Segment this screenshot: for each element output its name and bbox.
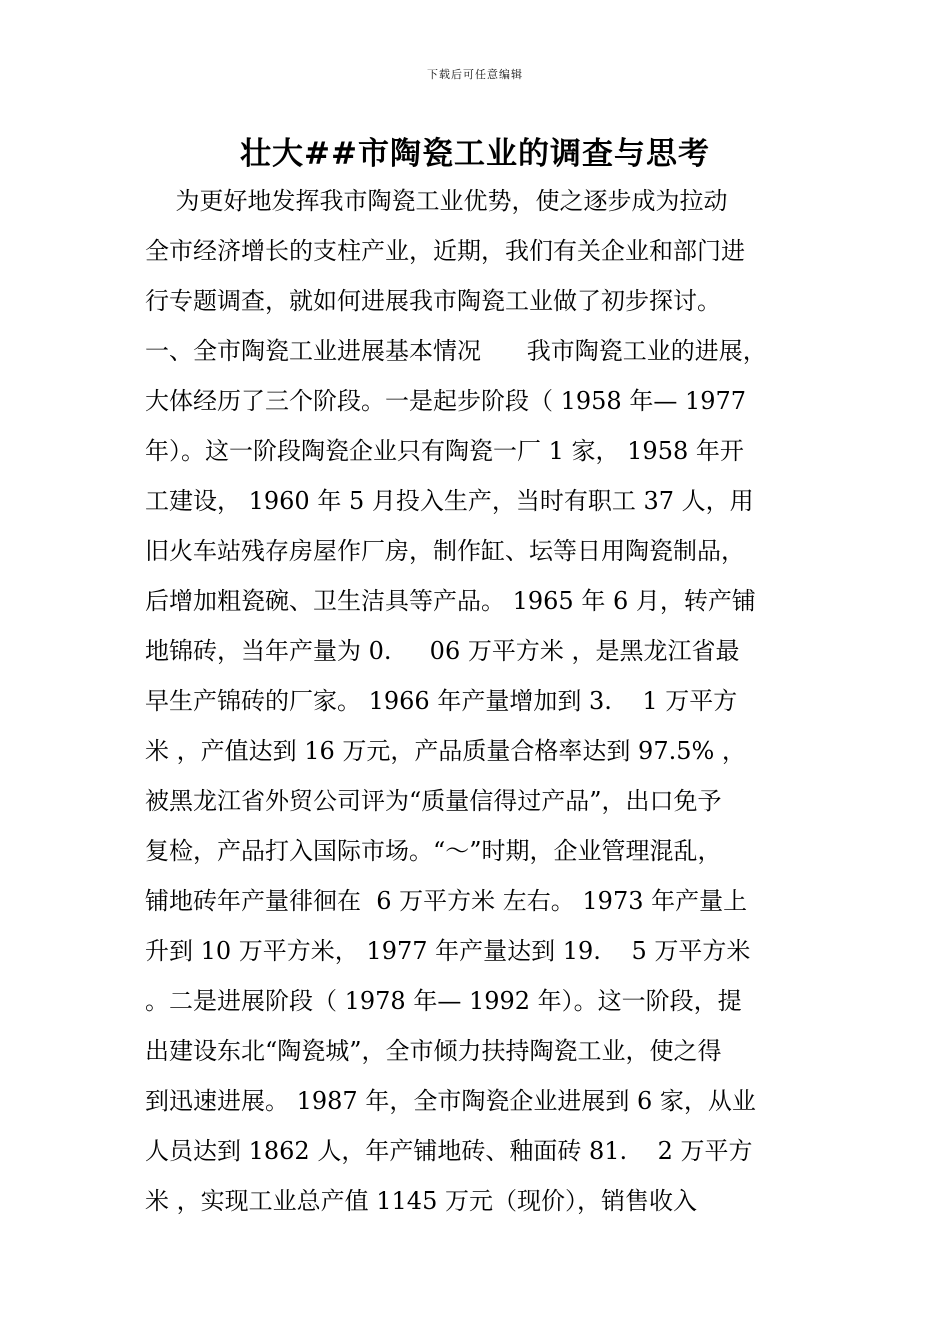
document-title: 壮大##市陶瓷工业的调查与思考 (240, 136, 710, 172)
text-line: 旧火车站残存房屋作厂房，制作缸、坛等日用陶瓷制品， (145, 537, 745, 565)
text-line: 被黑龙江省外贸公司评为“质量信得过产品”，出口免予 (145, 787, 722, 815)
text-line: 升到 10 万平方米， 1977 年产量达到 19. 5 万平方米 (145, 937, 751, 965)
text-line: 米 ，实现工业总产值 1145 万元（现价），销售收入 (145, 1187, 697, 1215)
text-line: 出建设东北“陶瓷城”，全市倾力扶持陶瓷工业，使之得 (145, 1037, 722, 1065)
text-line: 行专题调查，就如何进展我市陶瓷工业做了初步探讨。 (145, 287, 721, 315)
text-line: 地锦砖，当年产量为 0. 06 万平方米 ，是黑龙江省最 (145, 637, 740, 665)
text-line: 米 ，产值达到 16 万元，产品质量合格率达到 97.5% ， (145, 737, 746, 765)
header-note: 下载后可任意编辑 (427, 68, 523, 81)
text-line: 大体经历了三个阶段。一是起步阶段（ 1958 年— 1977 (145, 387, 747, 415)
text-line: 全市经济增长的支柱产业，近期，我们有关企业和部门进 (145, 237, 745, 265)
text-line: 。二是进展阶段（ 1978 年— 1992 年）。这一阶段，提 (145, 987, 742, 1015)
text-line: 人员达到 1862 人，年产铺地砖、釉面砖 81. 2 万平方 (145, 1137, 753, 1165)
text-line: 一、全市陶瓷工业进展基本情况 我市陶瓷工业的进展， (145, 337, 767, 365)
text-line: 为更好地发挥我市陶瓷工业优势，使之逐步成为拉动 (145, 187, 728, 215)
body-text (145, 176, 810, 1226)
text-line: 早生产锦砖的厂家。 1966 年产量增加到 3. 1 万平方 (145, 687, 738, 715)
text-line: 铺地砖年产量徘徊在 6 万平方米 左右。 1973 年产量上 (145, 887, 748, 915)
text-line: 年）。这一阶段陶瓷企业只有陶瓷一厂 1 家， 1958 年开 (145, 437, 744, 465)
text-line: 后增加粗瓷碗、卫生洁具等产品。 1965 年 6 月，转产铺 (145, 587, 756, 615)
text-line: 复检，产品打入国际市场。“～”时期，企业管理混乱， (145, 837, 722, 865)
text-line: 到迅速进展。 1987 年，全市陶瓷企业进展到 6 家，从业 (145, 1087, 756, 1115)
text-line: 工建设， 1960 年 5 月投入生产，当时有职工 37 人，用 (145, 487, 754, 515)
